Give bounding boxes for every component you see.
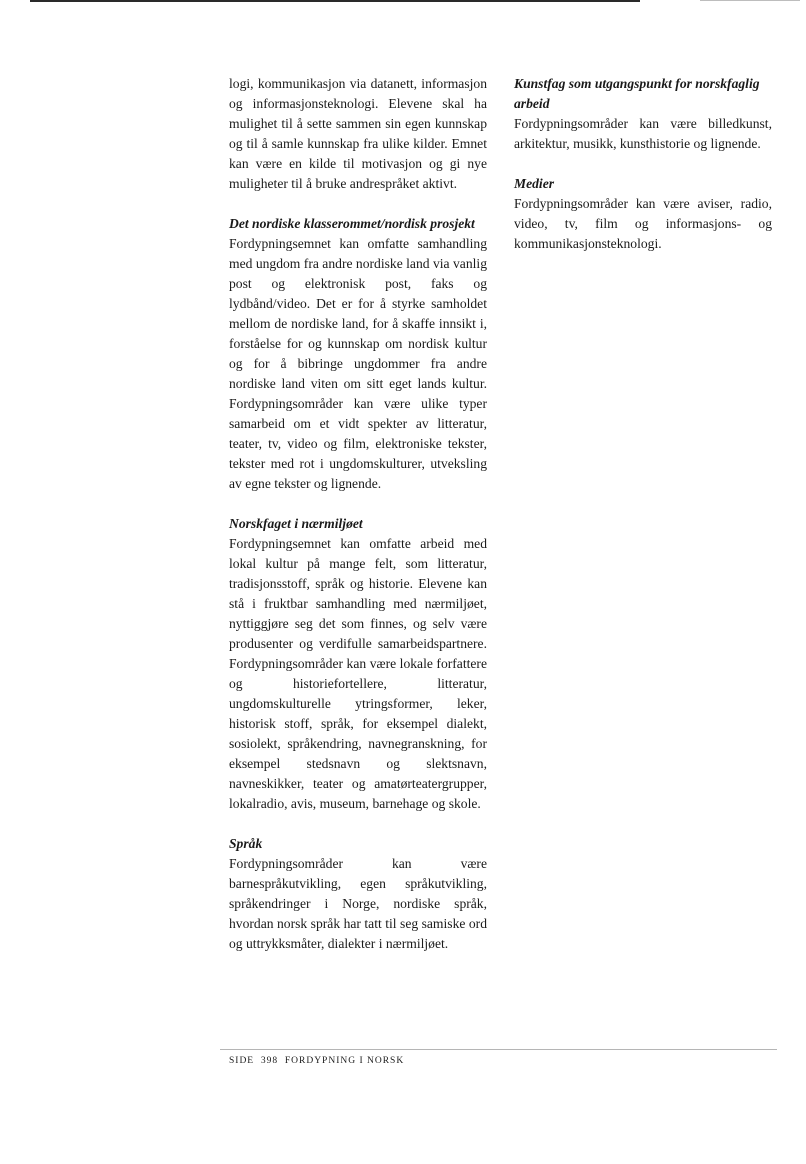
section-body: Fordypningsemnet kan omfatte samhandling med ungdom fra andre nordiske land via vanlig post og elektronisk post, faks og lydbånd/video. Det er for å styrke samholdet mellom de nordiske land, for å skaffe innsikt i, forståelse for og kunnskap om nordisk kultur og for å bibringe ungdommer fra andre nordiske land viten om sitt eget lands kultur. Fordypningsområder kan være ulike typer samarbeid om et vidt spekter av litteratur, teater, tv, video og film, elektroniske tekster, tekster med rot i ungdomskulturer, utveksling av egne tekster og lignende. <box>229 236 487 491</box>
left-column <box>229 74 487 954</box>
top-border-line-right <box>700 0 800 1</box>
section-heading: Medier <box>514 176 555 191</box>
right-column <box>514 74 772 254</box>
section-art-subjects <box>514 74 772 154</box>
section-body: Fordypningsområder kan være aviser, radio, video, tv, film og informasjons- og kommunikasjonsteknologi. <box>514 196 772 251</box>
section-media <box>514 174 772 254</box>
section-heading: Det nordiske klasserommet/nordisk prosjekt <box>229 216 475 231</box>
intro-section <box>229 74 487 194</box>
section-heading: Språk <box>229 836 263 851</box>
section-heading: Kunstfag som utgangspunkt for norskfaglig arbeid <box>514 76 760 111</box>
section-nordic-classroom <box>229 214 487 494</box>
section-body: Fordypningsemnet kan omfatte arbeid med lokal kultur på mange felt, som litteratur, tradisjonsstoff, språk og historie. Elevene kan stå i fruktbar samhandling med nærmiljøet, nyttiggjøre seg det som finnes, og selv være produsenter og verdifulle samarbeidspartnere. Fordypningsområder kan være lokale forfattere og historiefortellere, litteratur, ungdomskulturelle ytringsformer, leker, historisk stoff, språk, for eksempel dialekt, sosiolekt, språkendring, navnegranskning, for eksempel stedsnavn og slektsnavn, navneskikker, teater og amatørteatergrupper, lokalradio, avis, museum, barnehage og skole. <box>229 536 487 811</box>
page-footer: SIDE 398 FORDYPNING I NORSK <box>229 1056 405 1066</box>
section-local-environment <box>229 514 487 814</box>
section-body: Fordypningsområder kan være billedkunst, arkitektur, musikk, kunsthistorie og lignende. <box>514 116 772 151</box>
footer-divider <box>220 1049 777 1050</box>
intro-paragraph: logi, kommunikasjon via datanett, informasjon og informasjonsteknologi. Elevene skal ha mulighet til å sette sammen sin egen kunnskap og til å samle kunnskap fra ulike kilder. Emnet kan være en kilde til motivasjon og gi nye muligheter til å bruke andrespråket aktivt. <box>229 76 487 191</box>
top-border-line <box>30 0 640 2</box>
section-body: Fordypningsområder kan være barnespråkutvikling, egen språkutvikling, språkendringer i Norge, nordiske språk, hvordan norsk språk har tatt til seg samiske ord og uttrykksmåter, dialekter i nærmiljøet. <box>229 856 487 951</box>
section-language <box>229 834 487 954</box>
section-heading: Norskfaget i nærmiljøet <box>229 516 363 531</box>
